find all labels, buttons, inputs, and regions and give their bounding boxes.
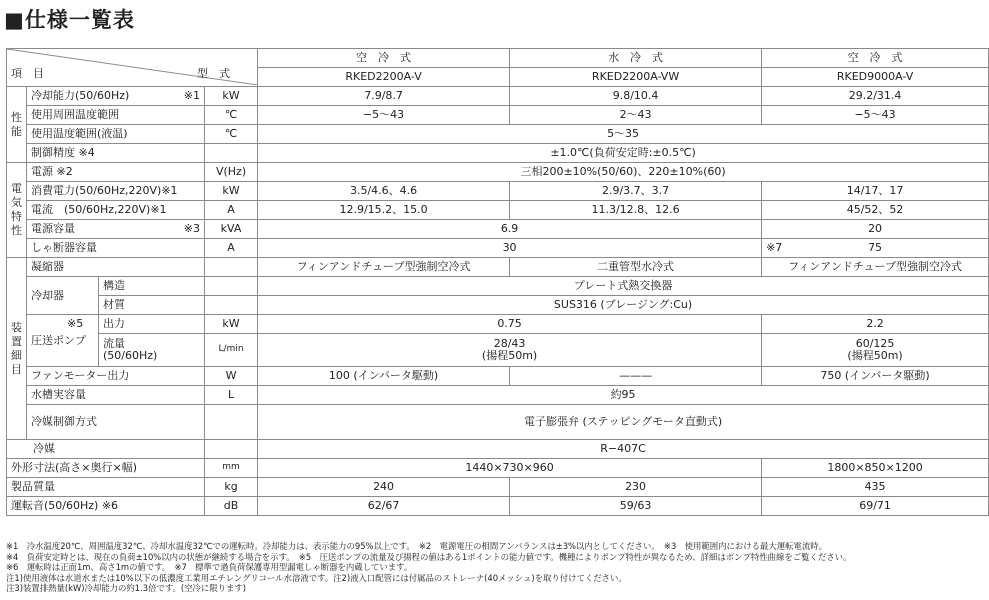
value-2: 二重管型水冷式 xyxy=(510,258,762,277)
row-current xyxy=(7,201,989,220)
unit-empty xyxy=(205,144,258,163)
pump-label: 圧送ポンプ xyxy=(31,334,86,347)
row-noise xyxy=(7,497,989,516)
value-all: R−407C xyxy=(258,440,989,459)
spec-table xyxy=(6,48,989,516)
row-label: 使用温度範囲(液温) xyxy=(27,125,205,144)
row-label: 使用周囲温度範囲 xyxy=(27,106,205,125)
unit: kW xyxy=(205,87,258,106)
pump-label-cell xyxy=(27,315,99,367)
value-all: プレート式熱交換器 xyxy=(258,277,989,296)
unit: L/min xyxy=(205,334,258,367)
pump-flow-label xyxy=(99,334,205,367)
footnote: ※6 運転時は正面1m、高さ1mの値です。 ※7 標準で過負荷保護専用型漏電しゃ断器を内蔵しています。 xyxy=(6,562,413,573)
row-cooler-structure xyxy=(7,277,989,296)
unit: ℃ xyxy=(205,125,258,144)
value-1-2: 0.75 xyxy=(258,315,762,334)
row-label: 製品質量 xyxy=(7,478,205,497)
value-1: フィンアンドチューブ型強制空冷式 xyxy=(258,258,510,277)
value-2: 230 xyxy=(510,478,762,497)
value-all: 約95 xyxy=(258,386,989,405)
row-refrigerant-control xyxy=(7,405,989,440)
value-1-2: 6.9 xyxy=(258,220,762,239)
value-2: 2〜43 xyxy=(510,106,762,125)
footnotes xyxy=(6,541,986,594)
value-3: 45/52、52 xyxy=(762,201,989,220)
value-1-2: 30 xyxy=(258,239,762,258)
value-3: 29.2/31.4 xyxy=(762,87,989,106)
header-row-type xyxy=(7,49,989,68)
footnote: ※4 負荷安定時とは、現在の負荷±10%以内の状態が継続する場合を示す。 ※5 圧送ポンプの流量及び揚程の値はある1ポイントの能力値です。機種によりポンプ特性が異なるため、詳細はポンプ特性曲線をご覧ください。 xyxy=(6,551,852,562)
row-cooling-capacity xyxy=(7,87,989,106)
flow-label-1: 流量 xyxy=(103,337,125,351)
value-1: 240 xyxy=(258,478,510,497)
value-3: 14/17、17 xyxy=(762,182,989,201)
value-1: 100 (インバータ駆動) xyxy=(258,367,510,386)
breaker-note: ※7 xyxy=(766,241,783,254)
row-power-capacity xyxy=(7,220,989,239)
value-all: 三相200±10%(50/60)、220±10%(60) xyxy=(258,163,989,182)
value-1: −5〜43 xyxy=(258,106,510,125)
row-tank-capacity xyxy=(7,386,989,405)
value-1: 62/67 xyxy=(258,497,510,516)
row-label: 冷媒 xyxy=(7,440,205,459)
value-3: 2.2 xyxy=(762,315,989,334)
row-liquid-temp xyxy=(7,125,989,144)
header-diagonal-cell xyxy=(7,49,258,87)
row-breaker-capacity xyxy=(7,239,989,258)
unit: L xyxy=(205,386,258,405)
flow-v3-line1: 60/125 xyxy=(855,337,895,351)
group-electrical: 電気特性 xyxy=(7,163,27,258)
row-label: 消費電力(50/60Hz,220V)※1 xyxy=(27,182,205,201)
model-label: 型 式 xyxy=(197,67,230,80)
value-all: 電子膨張弁 (ステッピングモータ直動式) xyxy=(258,405,989,440)
flow-v12-line1: 28/43 xyxy=(493,337,526,351)
row-label xyxy=(27,220,205,239)
unit: kW xyxy=(205,182,258,201)
unit: mm xyxy=(205,459,258,478)
row-pump-output xyxy=(7,315,989,334)
unit-empty xyxy=(205,405,258,440)
row-power-consumption xyxy=(7,182,989,201)
group-performance: 性能 xyxy=(7,87,27,163)
value-3: 750 (インバータ駆動) xyxy=(762,367,989,386)
cooler-label: 冷却器 xyxy=(27,277,99,315)
value-3: 20 xyxy=(762,220,989,239)
item-label: 項 目 xyxy=(11,67,44,80)
row-condenser xyxy=(7,258,989,277)
power-capacity-note: ※3 xyxy=(183,222,200,236)
value-all: SUS316 (ブレージング:Cu) xyxy=(258,296,989,315)
flow-v3-line2: (揚程50m) xyxy=(847,349,903,362)
footnote: 注1)使用液体は水道水または10%以下の低濃度工業用エチレングリコール水溶液です。注2)液入口配管には付属品のストレーナ(40メッシュ)を取り付けてください。 xyxy=(6,572,627,583)
pump-note: ※5 xyxy=(67,317,84,330)
unit: kVA xyxy=(205,220,258,239)
row-dimensions xyxy=(7,459,989,478)
row-refrigerant xyxy=(7,440,989,459)
breaker-value-3: 75 xyxy=(868,241,883,255)
value-1-2: 1440×730×960 xyxy=(258,459,762,478)
flow-v12-line2: (揚程50m) xyxy=(481,349,538,362)
unit: A xyxy=(205,201,258,220)
cooler-structure-label: 構造 xyxy=(99,277,205,296)
value-3: 69/71 xyxy=(762,497,989,516)
value-2: 9.8/10.4 xyxy=(510,87,762,106)
value-3: −5〜43 xyxy=(762,106,989,125)
footnote: ※1 冷水温度20℃、周囲温度32℃、冷却水温度32℃での運転時。冷却能力は、表示能力の95%以上です。 ※2 電源電圧の相間アンバランスは±3%以内としてください。 ※3 使用範囲内における最大運転電流時。 xyxy=(6,541,828,551)
row-label: 水槽実容量 xyxy=(27,386,205,405)
column-type-3: 空 冷 式 xyxy=(762,49,989,68)
value-2: 59/63 xyxy=(510,497,762,516)
column-type-2: 水 冷 式 xyxy=(510,49,762,68)
column-model-3: RKED9000A-V xyxy=(762,68,989,87)
column-model-2: RKED2200A-VW xyxy=(510,68,762,87)
row-label: 運転音(50/60Hz) ※6 xyxy=(7,497,205,516)
row-label: 凝縮器 xyxy=(27,258,205,277)
unit: kW xyxy=(205,315,258,334)
unit: kg xyxy=(205,478,258,497)
row-label xyxy=(27,87,205,106)
value-all: ±1.0℃(負荷安定時:±0.5℃) xyxy=(258,144,989,163)
value-all: 5〜35 xyxy=(258,125,989,144)
footnote: 注3)装置排熱量(kW)冷却能力の約1.3倍です。(空冷に限ります) xyxy=(6,583,247,594)
unit: ℃ xyxy=(205,106,258,125)
group-equipment: 装置細目 xyxy=(7,258,27,440)
row-label: しゃ断器容量 xyxy=(27,239,205,258)
unit: A xyxy=(205,239,258,258)
unit-empty xyxy=(205,258,258,277)
value-1: 3.5/4.6、4.6 xyxy=(258,182,510,201)
value-3: 435 xyxy=(762,478,989,497)
value-3 xyxy=(762,334,989,367)
value-2: 2.9/3.7、3.7 xyxy=(510,182,762,201)
value-2: 11.3/12.8、12.6 xyxy=(510,201,762,220)
row-weight xyxy=(7,478,989,497)
cooler-material-label: 材質 xyxy=(99,296,205,315)
value-1: 12.9/15.2、15.0 xyxy=(258,201,510,220)
value-3 xyxy=(762,239,989,258)
value-3: フィンアンドチューブ型強制空冷式 xyxy=(762,258,989,277)
page-title: ■仕様一覧表 xyxy=(4,8,135,32)
row-label: 外形寸法(高さ×奥行×幅) xyxy=(7,459,205,478)
row-label: 電源 ※2 xyxy=(27,163,205,182)
unit: W xyxy=(205,367,258,386)
column-model-1: RKED2200A-V xyxy=(258,68,510,87)
unit: V(Hz) xyxy=(205,163,258,182)
value-3: 1800×850×1200 xyxy=(762,459,989,478)
unit-empty xyxy=(205,440,258,459)
row-label: 制御精度 ※4 xyxy=(27,144,205,163)
unit: dB xyxy=(205,497,258,516)
row-control-accuracy xyxy=(7,144,989,163)
unit-empty xyxy=(205,296,258,315)
row-label: ファンモーター出力 xyxy=(27,367,205,386)
value-1: 7.9/8.7 xyxy=(258,87,510,106)
row-label: 冷媒制御方式 xyxy=(27,405,205,440)
power-capacity-label: 電源容量 xyxy=(31,222,75,236)
cooling-capacity-label: 冷却能力(50/60Hz) xyxy=(31,89,130,103)
row-pump-flow xyxy=(7,334,989,367)
row-cooler-material xyxy=(7,296,989,315)
row-fan-motor xyxy=(7,367,989,386)
row-power-source xyxy=(7,163,989,182)
row-ambient-temp xyxy=(7,106,989,125)
flow-label-2: (50/60Hz) xyxy=(103,349,158,362)
column-type-1: 空 冷 式 xyxy=(258,49,510,68)
cooling-capacity-note: ※1 xyxy=(183,89,200,103)
value-2: ——— xyxy=(510,367,762,386)
unit-empty xyxy=(205,277,258,296)
value-1-2 xyxy=(258,334,762,367)
row-label: 電流 (50/60Hz,220V)※1 xyxy=(27,201,205,220)
pump-output-label: 出力 xyxy=(99,315,205,334)
